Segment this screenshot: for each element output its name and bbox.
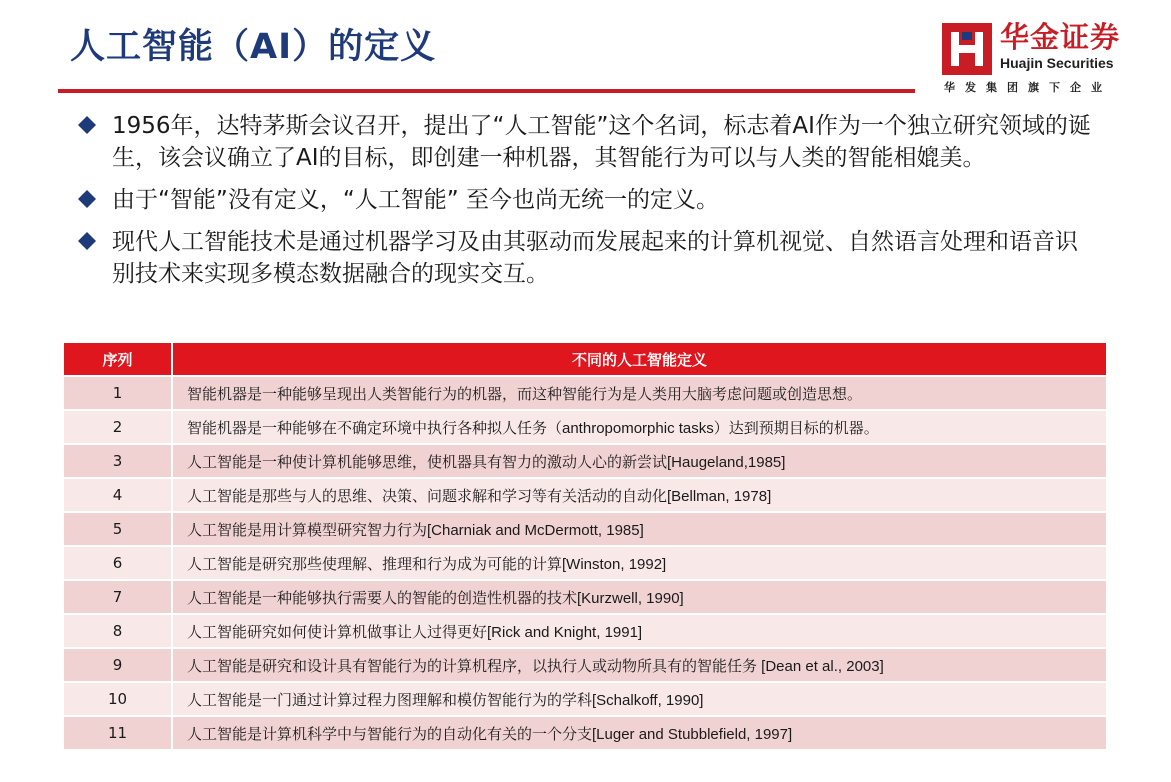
huajin-logo-mark-icon xyxy=(942,23,992,75)
row-index-cell: 10 xyxy=(64,682,172,716)
title-divider xyxy=(58,89,915,93)
row-definition-cell: 人工智能研究如何使计算机做事让人过得更好[Rick and Knight, 1991] xyxy=(172,614,1106,648)
bullet-text: 由于“智能”没有定义，“人工智能” 至今也尚无统一的定义。 xyxy=(112,187,719,213)
row-definition-cell: 智能机器是一种能够呈现出人类智能行为的机器，而这种智能行为是人类用大脑考虑问题或创造思想。 xyxy=(172,376,1106,410)
table-row xyxy=(64,410,1106,444)
logo-tagline: 华发集团旗下企业 xyxy=(944,81,1112,94)
row-index-cell: 5 xyxy=(64,512,172,546)
row-index-cell: 6 xyxy=(64,546,172,580)
row-index-cell: 1 xyxy=(64,376,172,410)
company-logo xyxy=(942,17,1142,97)
column-header-definition: 不同的人工智能定义 xyxy=(172,343,1106,376)
row-index-cell: 11 xyxy=(64,716,172,749)
bullet-item xyxy=(76,184,1096,216)
table-row xyxy=(64,546,1106,580)
table-row xyxy=(64,512,1106,546)
row-definition-cell: 人工智能是用计算模型研究智力行为[Charniak and McDermott, 1985] xyxy=(172,512,1106,546)
row-index-cell: 4 xyxy=(64,478,172,512)
bullet-list xyxy=(76,110,1096,300)
row-definition-cell: 人工智能是一种使计算机能够思维，使机器具有智力的激动人心的新尝试[Haugeland,1985] xyxy=(172,444,1106,478)
diamond-bullet-icon xyxy=(78,116,96,134)
table-row xyxy=(64,614,1106,648)
bullet-item xyxy=(76,226,1096,290)
row-index-cell: 3 xyxy=(64,444,172,478)
table-row xyxy=(64,478,1106,512)
table-header-row xyxy=(64,343,1106,376)
row-index-cell: 9 xyxy=(64,648,172,682)
row-definition-cell: 人工智能是研究和设计具有智能行为的计算机程序，以执行人或动物所具有的智能任务 [Dean et al., 2003] xyxy=(172,648,1106,682)
definitions-table xyxy=(64,343,1106,749)
row-definition-cell: 人工智能是研究那些使理解、推理和行为成为可能的计算[Winston, 1992] xyxy=(172,546,1106,580)
column-header-index: 序列 xyxy=(64,343,172,376)
page-title: 人工智能（AI）的定义 xyxy=(70,27,437,67)
table-row xyxy=(64,444,1106,478)
row-index-cell: 8 xyxy=(64,614,172,648)
table-row xyxy=(64,580,1106,614)
table-row xyxy=(64,648,1106,682)
row-definition-cell: 人工智能是一种能够执行需要人的智能的创造性机器的技术[Kurzwell, 1990] xyxy=(172,580,1106,614)
bullet-text: 现代人工智能技术是通过机器学习及由其驱动而发展起来的计算机视觉、自然语言处理和语音识别技术来实现多模态数据融合的现实交互。 xyxy=(112,229,1078,287)
logo-name-cn: 华金证券 xyxy=(1000,20,1121,54)
bullet-text: 1956年，达特茅斯会议召开，提出了“人工智能”这个名词，标志着AI作为一个独立研究领域的诞生，该会议确立了AI的目标，即创建一种机器，其智能行为可以与人类的智能相媲美。 xyxy=(112,113,1091,171)
row-definition-cell: 智能机器是一种能够在不确定环境中执行各种拟人任务（anthropomorphic tasks）达到预期目标的机器。 xyxy=(172,410,1106,444)
bullet-item xyxy=(76,110,1096,174)
row-definition-cell: 人工智能是一门通过计算过程力图理解和模仿智能行为的学科[Schalkoff, 1990] xyxy=(172,682,1106,716)
row-index-cell: 2 xyxy=(64,410,172,444)
table-row xyxy=(64,376,1106,410)
logo-name-en: Huajin Securities xyxy=(1000,55,1114,71)
diamond-bullet-icon xyxy=(78,190,96,208)
table-row xyxy=(64,682,1106,716)
row-index-cell: 7 xyxy=(64,580,172,614)
table-row xyxy=(64,716,1106,749)
row-definition-cell: 人工智能是计算机科学中与智能行为的自动化有关的一个分支[Luger and Stubblefield, 1997] xyxy=(172,716,1106,749)
row-definition-cell: 人工智能是那些与人的思维、决策、问题求解和学习等有关活动的自动化[Bellman, 1978] xyxy=(172,478,1106,512)
diamond-bullet-icon xyxy=(78,232,96,250)
table-body xyxy=(64,376,1106,749)
